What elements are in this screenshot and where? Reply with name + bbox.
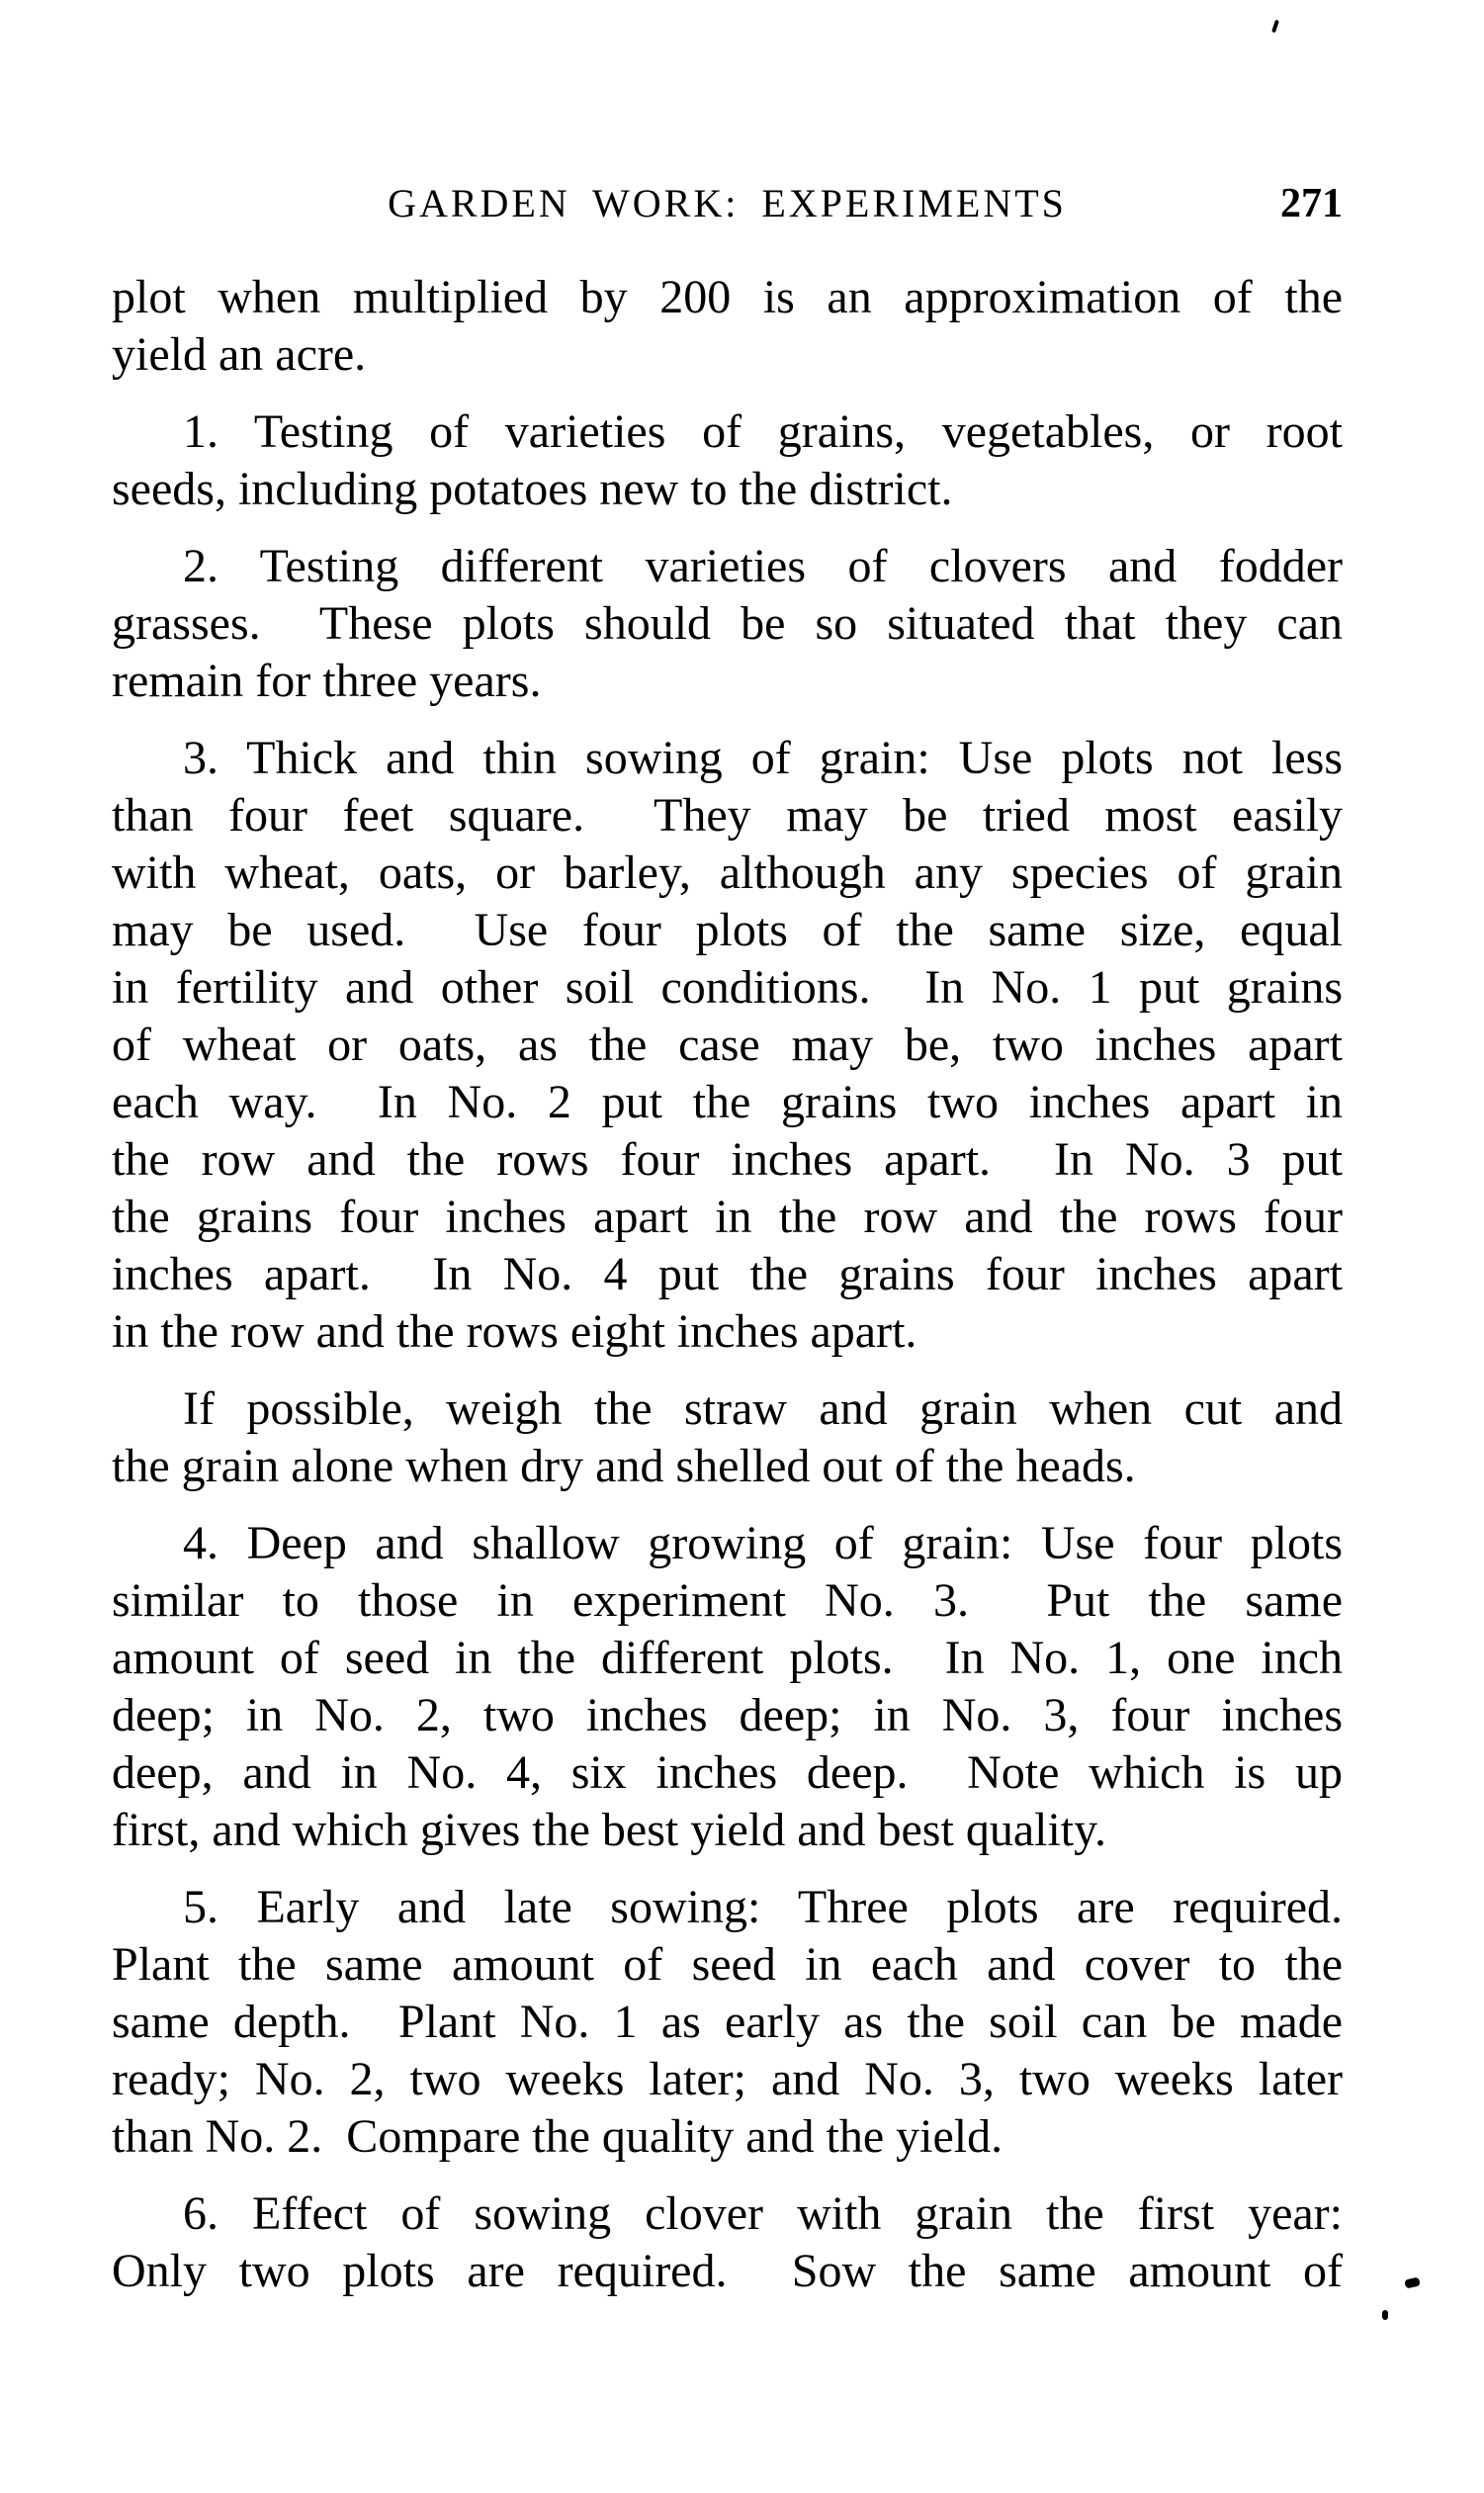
text-line: 3. Thick and thin sowing of grain: Use plots not less — [183, 732, 1343, 784]
text-line: 5. Early and late sowing: Three plots are required. — [183, 1881, 1343, 1933]
paragraph — [112, 269, 1343, 384]
text-line: 1. Testing of varieties of grains, vegetables, or root — [183, 405, 1343, 458]
text-line: deep; in No. 2, two inches deep; in No. 3, four inches — [112, 1689, 1343, 1741]
text-line: than four feet square. They may be tried most easily — [112, 789, 1343, 842]
text-line: may be used. Use four plots of the same size, equal — [112, 904, 1343, 956]
running-title: GARDEN WORK: EXPERIMENTS — [388, 181, 1067, 225]
text-line: of wheat or oats, as the case may be, two inches apart — [112, 1019, 1343, 1071]
text-line: If possible, weigh the straw and grain when cut and — [183, 1382, 1343, 1435]
text-line: 6. Effect of sowing clover with grain the first year: — [183, 2187, 1343, 2240]
paragraph — [112, 1879, 1343, 2166]
text-line: each way. In No. 2 put the grains two inches apart in — [112, 1076, 1343, 1128]
text-line: in fertility and other soil conditions. In No. 1 put grains — [112, 961, 1343, 1014]
paragraph — [112, 1380, 1343, 1495]
paragraph — [112, 730, 1343, 1361]
page-number: 271 — [1280, 181, 1343, 226]
text-line: amount of seed in the different plots. In No. 1, one inch — [112, 1632, 1343, 1684]
text-line: 2. Testing different varieties of clovers and fodder — [183, 540, 1343, 592]
paragraph — [112, 403, 1343, 518]
text-line: similar to those in experiment No. 3. Put the same — [112, 1574, 1343, 1627]
text-line: 4. Deep and shallow growing of grain: Use four plots — [183, 1517, 1343, 1569]
paragraph — [112, 1515, 1343, 1859]
text-line: remain for three years. — [112, 655, 542, 707]
text-line: grasses. These plots should be so situated that they can — [112, 597, 1343, 650]
text-line: the grains four inches apart in the row and the rows four — [112, 1191, 1343, 1243]
text-line: than No. 2. Compare the quality and the yield. — [112, 2110, 1004, 2163]
text-line: same depth. Plant No. 1 as early as the soil can be made — [112, 1996, 1343, 2048]
ink-speck-bottom-right-2 — [1382, 2310, 1388, 2320]
ink-speck-bottom-right-1 — [1404, 2277, 1421, 2289]
text-line: Only two plots are required. Sow the same amount of — [112, 2245, 1343, 2297]
page-header — [112, 180, 1343, 231]
ink-speck-top-right — [1271, 20, 1279, 34]
text-line: plot when multiplied by 200 is an approximation of the — [112, 271, 1343, 323]
text-line: deep, and in No. 4, six inches deep. Note which is up — [112, 1746, 1343, 1799]
text-line: first, and which gives the best yield and best quality. — [112, 1804, 1107, 1856]
text-body — [112, 269, 1343, 2300]
text-line: seeds, including potatoes new to the district. — [112, 463, 953, 515]
paragraph — [112, 2185, 1343, 2300]
text-line: the row and the rows four inches apart. In No. 3 put — [112, 1133, 1343, 1186]
paragraph — [112, 538, 1343, 710]
text-line: in the row and the rows eight inches apart. — [112, 1305, 917, 1358]
text-line: with wheat, oats, or barley, although any species of grain — [112, 846, 1343, 899]
text-line: ready; No. 2, two weeks later; and No. 3, two weeks later — [112, 2053, 1343, 2105]
text-line: inches apart. In No. 4 put the grains four inches apart — [112, 1248, 1343, 1300]
text-line: Plant the same amount of seed in each and cover to the — [112, 1938, 1343, 1991]
text-line: the grain alone when dry and shelled out of the heads. — [112, 1440, 1136, 1492]
text-line: yield an acre. — [112, 328, 367, 381]
